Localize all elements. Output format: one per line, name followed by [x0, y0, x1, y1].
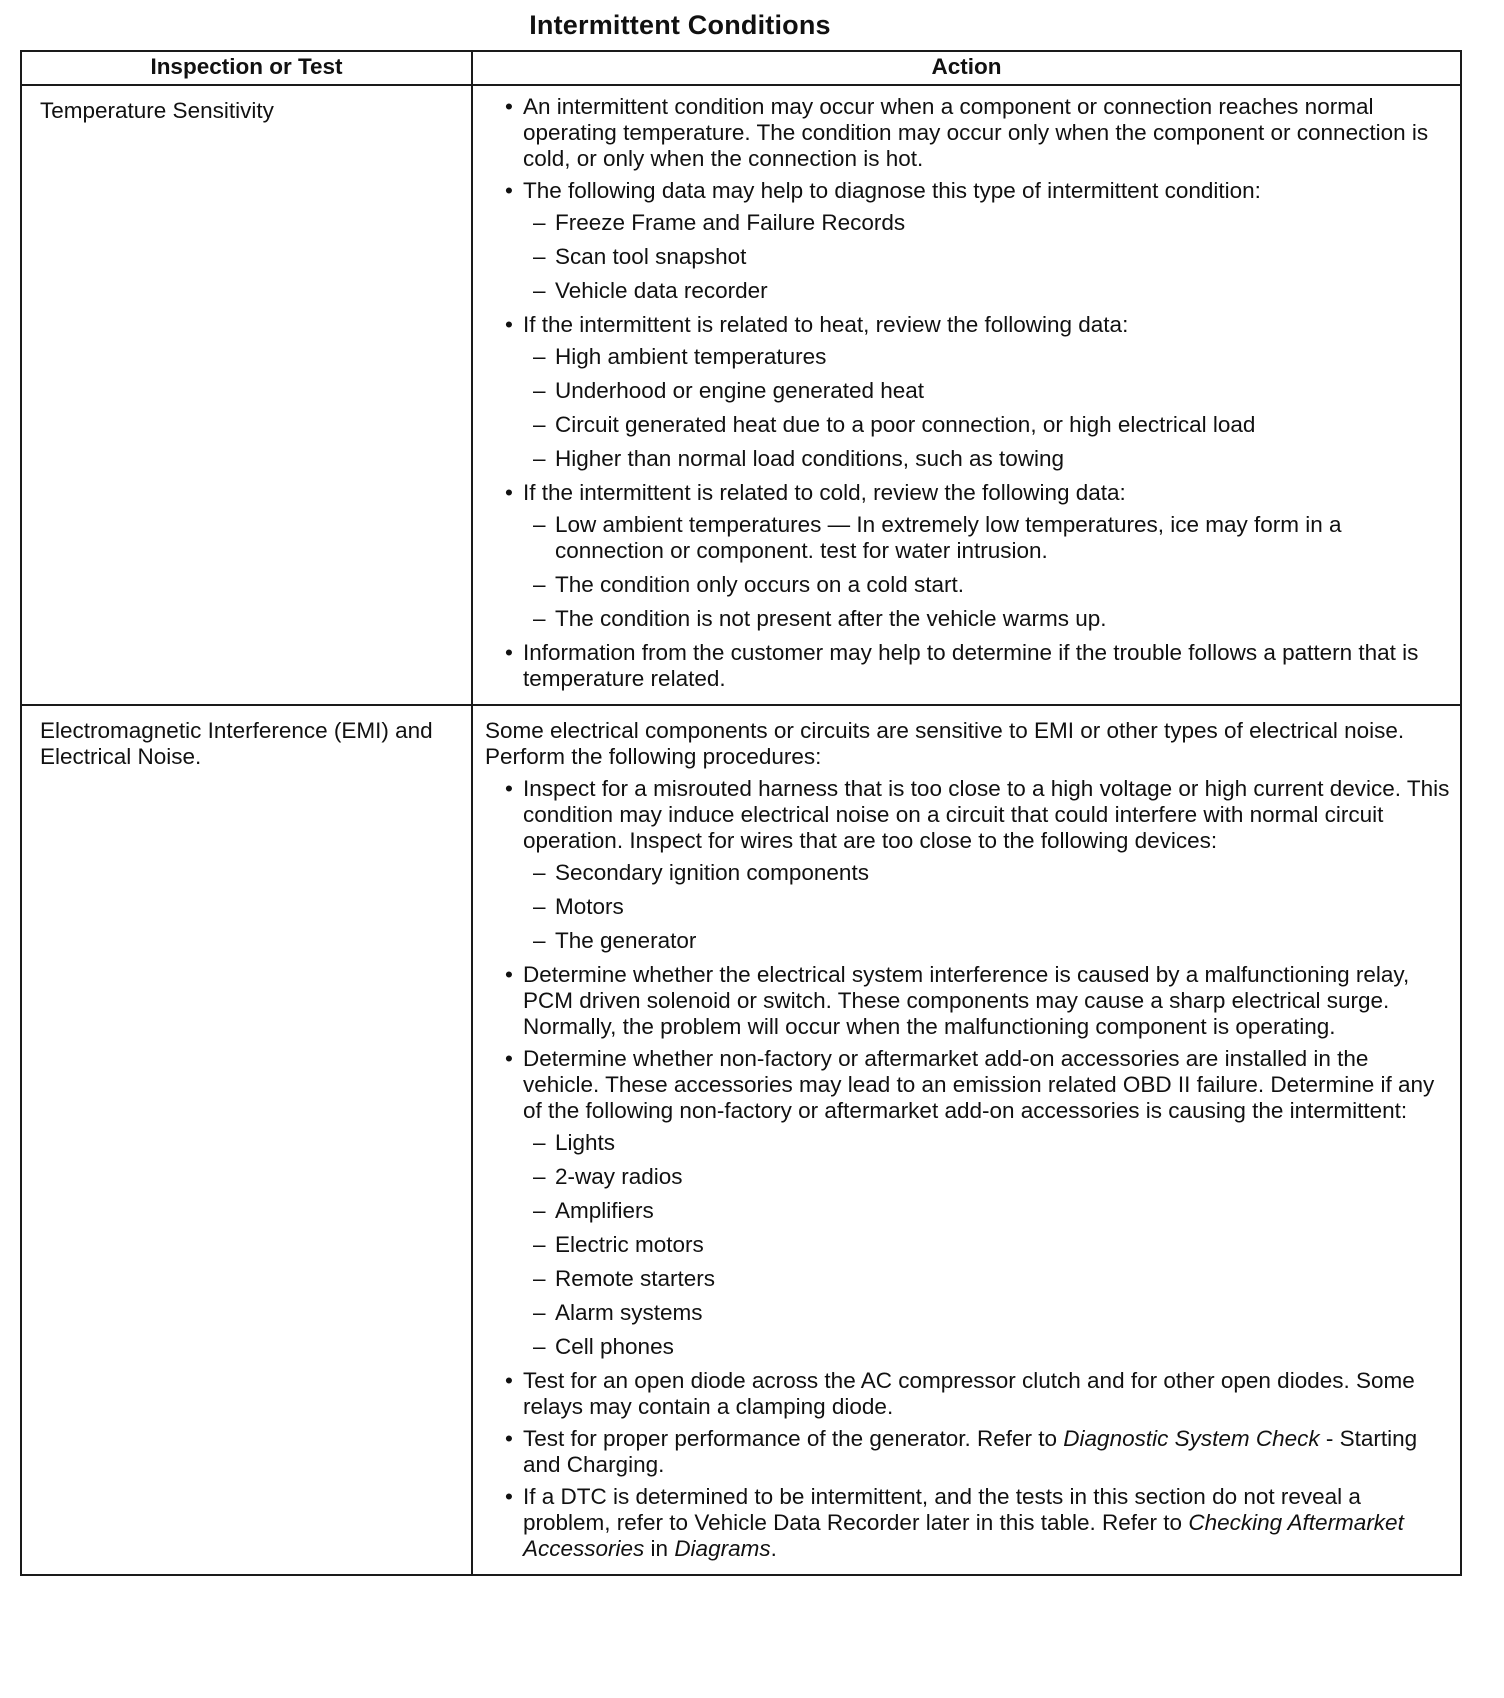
sub-item: – Higher than normal load conditions, such as towing [533, 446, 1450, 472]
bullet-text: The following data may help to diagnose this type of intermittent condition: [523, 178, 1261, 203]
bullet-text-part: . [770, 1536, 777, 1561]
reference-diagrams: Diagrams [674, 1536, 771, 1561]
reference-checking-aftermarket-accessories: Checking Aftermarket Accessories [523, 1510, 1404, 1561]
sub-list [523, 1130, 1450, 1360]
intermittent-conditions-table [20, 50, 1462, 1576]
sub-list [523, 210, 1450, 304]
bullet-item [505, 1426, 1450, 1478]
bullet-item [505, 178, 1450, 304]
bullet-text-part: Test for proper performance of the generator. Refer to [523, 1426, 1064, 1451]
bullet-item [505, 1046, 1450, 1360]
sub-item: – Cell phones [533, 1334, 1450, 1360]
sub-item: – Vehicle data recorder [533, 278, 1450, 304]
bullet-list [485, 776, 1450, 1562]
sub-item: – Amplifiers [533, 1198, 1450, 1224]
bullet-item [505, 962, 1450, 1040]
bullet-text: If the intermittent is related to heat, review the following data: [523, 312, 1129, 337]
bullet-item [505, 312, 1450, 472]
test-name-cell: Temperature Sensitivity [21, 85, 472, 705]
sub-item: – Lights [533, 1130, 1450, 1156]
bullet-text-part: - Starting and Charging. [523, 1426, 1418, 1477]
bullet-item [505, 1368, 1450, 1420]
action-cell [472, 705, 1461, 1575]
bullet-text: Test for an open diode across the AC compressor clutch and for other open diodes. Some relays may contain a clamping diode. [523, 1368, 1415, 1419]
reference-diagnostic-system-check: Diagnostic System Check [1063, 1426, 1320, 1451]
sub-item: – Underhood or engine generated heat [533, 378, 1450, 404]
sub-item: – 2-way radios [533, 1164, 1450, 1190]
bullet-text: Information from the customer may help to determine if the trouble follows a pattern that is temperature related. [523, 640, 1419, 691]
sub-item: – The condition is not present after the vehicle warms up. [533, 606, 1450, 632]
bullet-text: Inspect for a misrouted harness that is too close to a high voltage or high current device. This condition may induce electrical noise on a circuit that could interfere with normal circuit operation. Inspect for wires that are too close to the following devices: [523, 776, 1450, 853]
column-header-inspection: Inspection or Test [21, 51, 472, 85]
sub-item: – Circuit generated heat due to a poor connection, or high electrical load [533, 412, 1450, 438]
test-name-cell: Electromagnetic Interference (EMI) and Electrical Noise. [21, 705, 472, 1575]
header-row [21, 51, 1461, 85]
sub-item: – The condition only occurs on a cold start. [533, 572, 1450, 598]
table-row [21, 705, 1461, 1575]
sub-item: – Scan tool snapshot [533, 244, 1450, 270]
sub-list [523, 860, 1450, 954]
sub-list [523, 512, 1450, 632]
bullet-text: An intermittent condition may occur when a component or connection reaches normal operating temperature. The condition may occur only when the component or connection is cold, or only when the connection is hot. [523, 94, 1429, 171]
bullet-item [505, 640, 1450, 692]
bullet-text: If the intermittent is related to cold, review the following data: [523, 480, 1126, 505]
sub-item: – Alarm systems [533, 1300, 1450, 1326]
sub-item: – Freeze Frame and Failure Records [533, 210, 1450, 236]
action-cell [472, 85, 1461, 705]
sub-item: – Electric motors [533, 1232, 1450, 1258]
sub-item: – High ambient temperatures [533, 344, 1450, 370]
sub-item: – Motors [533, 894, 1450, 920]
sub-list [523, 344, 1450, 472]
sub-item: – The generator [533, 928, 1450, 954]
bullet-item [505, 1484, 1450, 1562]
bullet-item [505, 480, 1450, 632]
action-intro: Some electrical components or circuits are sensitive to EMI or other types of electrical noise. Perform the following procedures: [485, 718, 1405, 769]
column-header-action: Action [472, 51, 1461, 85]
page-title: Intermittent Conditions [529, 10, 831, 40]
bullet-list [485, 94, 1450, 692]
bullet-item [505, 94, 1450, 172]
bullet-text: Determine whether non-factory or aftermarket add-on accessories are installed in the vehicle. These accessories may lead to an emission related OBD II failure. Determine if any of the following non-factory or aftermarket add-on accessories is causing the intermittent: [523, 1046, 1435, 1123]
sub-item: – Secondary ignition components [533, 860, 1450, 886]
sub-item: – Low ambient temperatures — In extremely low temperatures, ice may form in a connection or component. test for water intrusion. [533, 512, 1450, 564]
table-row [21, 85, 1461, 705]
bullet-item [505, 776, 1450, 954]
bullet-text: Determine whether the electrical system interference is caused by a malfunctioning relay, PCM driven solenoid or switch. These components may cause a sharp electrical surge. Normally, the problem will occur when the malfunctioning component is operating. [523, 962, 1410, 1039]
sub-item: – Remote starters [533, 1266, 1450, 1292]
bullet-text-part: If a DTC is determined to be intermittent, and the tests in this section do not reveal a problem, refer to Vehicle Data Recorder later in this table. Refer to [523, 1484, 1361, 1535]
bullet-text-part: in [644, 1536, 675, 1561]
